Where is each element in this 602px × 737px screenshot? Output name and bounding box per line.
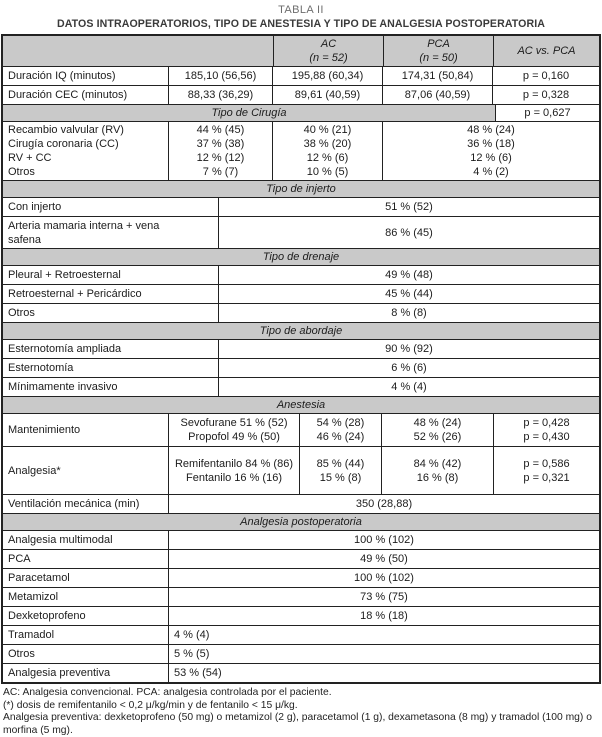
cell-value: 4 % (4) [168,626,599,644]
cell-pca: 87,06 (40,59) [382,86,492,104]
col-header-ac-vs-pca: AC vs. PCA [493,36,599,66]
table-row [3,587,599,606]
cell-total: 185,10 (56,56) [168,67,272,85]
header-row [3,36,599,66]
cirugia-block-row [3,121,599,180]
value-line: 48 % (24) [413,417,462,429]
value-line: 85 % (44) [316,457,365,470]
cell-pca: 174,31 (50,84) [382,67,492,85]
table-row [3,625,599,644]
row-label: Analgesia multimodal [8,534,113,546]
cell-value: 45 % (44) [218,285,599,303]
col-header-ac [273,36,383,66]
table-row [3,66,599,85]
section-row-cirugia [3,104,599,121]
value-line: 54 % (28) [316,417,365,429]
cell-value: 86 % (45) [218,217,599,248]
row-label: Paracetamol [8,572,70,584]
row-label: Duración CEC (minutos) [8,89,128,101]
row-label: Cirugía coronaria (CC) [8,138,119,150]
table-row [3,303,599,322]
p-line: p = 0,430 [523,431,570,443]
row-label: Otros [8,648,35,660]
row-label: Recambio valvular (RV) [8,124,124,136]
table-row [3,446,599,494]
section-row-postoperatoria [3,513,599,530]
cell-pca: 4 % (2) [473,166,509,178]
col-header-ac-n: (n = 52) [309,52,348,64]
cell-value: 49 % (48) [218,266,599,284]
value-line: 16 % (8) [416,471,459,484]
section-header-drenaje: Tipo de drenaje [3,249,599,265]
cell-ac [299,414,381,446]
value-line: 84 % (42) [413,457,462,470]
cell-value: 350 (28,88) [168,495,599,513]
cell-ac: 38 % (20) [303,138,352,150]
cell-value: 18 % (18) [168,607,599,625]
row-label: Dexketoprofeno [8,610,86,622]
row-label: Mínimamente invasivo [8,381,118,393]
p-line: p = 0,321 [523,471,570,484]
table-row [3,197,599,216]
cirugia-labels [3,122,168,180]
section-row-abordaje [3,322,599,339]
row-label: Tramadol [8,629,55,641]
section-row-anestesia [3,396,599,413]
drug-line: Propofol 49 % (50) [188,431,280,443]
cell-p-value: p = 0,160 [492,67,599,85]
footnote-line: (*) dosis de remifentanilo < 0,2 μ/kg/min y de fentanilo < 15 μ/kg. [3,699,298,711]
cell-pca [381,447,493,494]
table-row [3,413,599,446]
cell-value: 5 % (5) [168,645,599,663]
cell-ac: 10 % (5) [306,166,349,178]
section-row-injerto [3,180,599,197]
drug-line: Sevofurane 51 % (52) [180,417,288,429]
data-table [1,34,601,684]
cell-value: 51 % (52) [218,198,599,216]
cell-pca: 48 % (24) [467,124,515,136]
table-row [3,663,599,682]
table-row [3,284,599,303]
cell-value: 49 % (50) [168,550,599,568]
table-row [3,339,599,358]
cell-pca: 36 % (18) [467,138,515,150]
col-header-pca [383,36,493,66]
table-row [3,549,599,568]
cell-value: 90 % (92) [218,340,599,358]
row-label: Pleural + Retroesternal [8,269,121,281]
value-line: 46 % (24) [316,431,365,443]
row-label: Arteria mamaria interna + vena safena [8,219,160,246]
row-label: Duración IQ (minutos) [8,70,116,82]
cell-p-value [493,414,599,446]
row-label: Mantenimiento [8,424,81,436]
cell-p-value: p = 0,328 [492,86,599,104]
row-label: PCA [8,553,31,565]
table-row [3,377,599,396]
cell-value: 73 % (75) [168,588,599,606]
section-header-anestesia: Anestesia [3,397,599,413]
col-header-pca-n: (n = 50) [419,52,458,64]
p-line: p = 0,586 [523,457,570,470]
row-label: Ventilación mecánica (min) [8,498,140,510]
header-empty-cell [3,36,273,66]
table-subtitle: DATOS INTRAOPERATORIOS, TIPO DE ANESTESIA Y TIPO DE ANALGESIA POSTOPERATORIA [56,18,546,30]
footnote-line: AC: Analgesia convencional. PCA: analgesia controlada por el paciente. [3,687,332,698]
row-label: Retroesternal + Pericárdico [8,288,142,300]
cell-total: 7 % (7) [202,166,239,178]
col-header-pca-name: PCA [427,38,450,50]
value-line: 15 % (8) [319,471,362,484]
row-label: Otros [8,166,35,178]
cell-value: 8 % (8) [218,304,599,322]
cirugia-ac-values [272,122,382,180]
section-header-postoperatoria: Analgesia postoperatoria [3,514,599,530]
table-title: TABLA II [278,4,324,16]
section-header-injerto: Tipo de injerto [3,181,599,197]
cell-value: 53 % (54) [168,664,599,682]
cell-p-value [493,447,599,494]
cell-total: 12 % (12) [196,152,245,164]
cell-ac: 40 % (21) [303,124,352,136]
row-label: Esternotomía ampliada [8,343,122,355]
cirugia-total-values [168,122,272,180]
footnote-line: Analgesia preventiva: dexketoprofeno (50 mg) o metamizol (2 g), paracetamol (1 g), dexametasona (8 mg) y tramadol (100 mg) o morfina (5 mg). [3,712,592,736]
table-row [3,568,599,587]
row-label: Metamizol [8,591,59,603]
cell-value: 6 % (6) [218,359,599,377]
table-row [3,644,599,663]
cell-value: 4 % (4) [218,378,599,396]
row-label: Con injerto [8,201,62,213]
cell-value: 100 % (102) [168,569,599,587]
cell-total: 44 % (45) [196,124,245,136]
cell-ac: 195,88 (60,34) [272,67,382,85]
cell-pca: 12 % (6) [470,152,512,164]
cell-pca [381,414,493,446]
row-label: Analgesia preventiva [8,667,111,679]
drug-line: Remifentanilo 84 % (86) [174,457,293,470]
cell-total: 37 % (38) [196,138,245,150]
cell-ac: 12 % (6) [306,152,349,164]
footnotes [3,687,599,737]
col-header-ac-name: AC [320,38,337,50]
row-label: Analgesia* [8,464,61,477]
drug-line: Fentanilo 16 % (16) [186,471,282,484]
cell-value: 100 % (102) [168,531,599,549]
cell-p-value: p = 0,627 [495,105,599,121]
table-row [3,85,599,104]
row-label: Otros [8,307,35,319]
cell-ac [299,447,381,494]
table-row [3,358,599,377]
table-row [3,216,599,248]
cell-drugs [168,414,299,446]
table-row [3,530,599,549]
table-row [3,265,599,284]
p-line: p = 0,428 [523,417,570,429]
value-line: 52 % (26) [413,431,462,443]
section-row-drenaje [3,248,599,265]
cirugia-pca-values [382,122,599,180]
section-header-abordaje: Tipo de abordaje [3,323,599,339]
cell-total: 88,33 (36,29) [168,86,272,104]
row-label: Esternotomía [8,362,74,374]
table-row [3,494,599,513]
cell-drugs [168,447,299,494]
cell-ac: 89,61 (40,59) [272,86,382,104]
section-header-cirugia: Tipo de Cirugía [3,105,495,121]
row-label: RV + CC [8,152,52,164]
table-row [3,606,599,625]
